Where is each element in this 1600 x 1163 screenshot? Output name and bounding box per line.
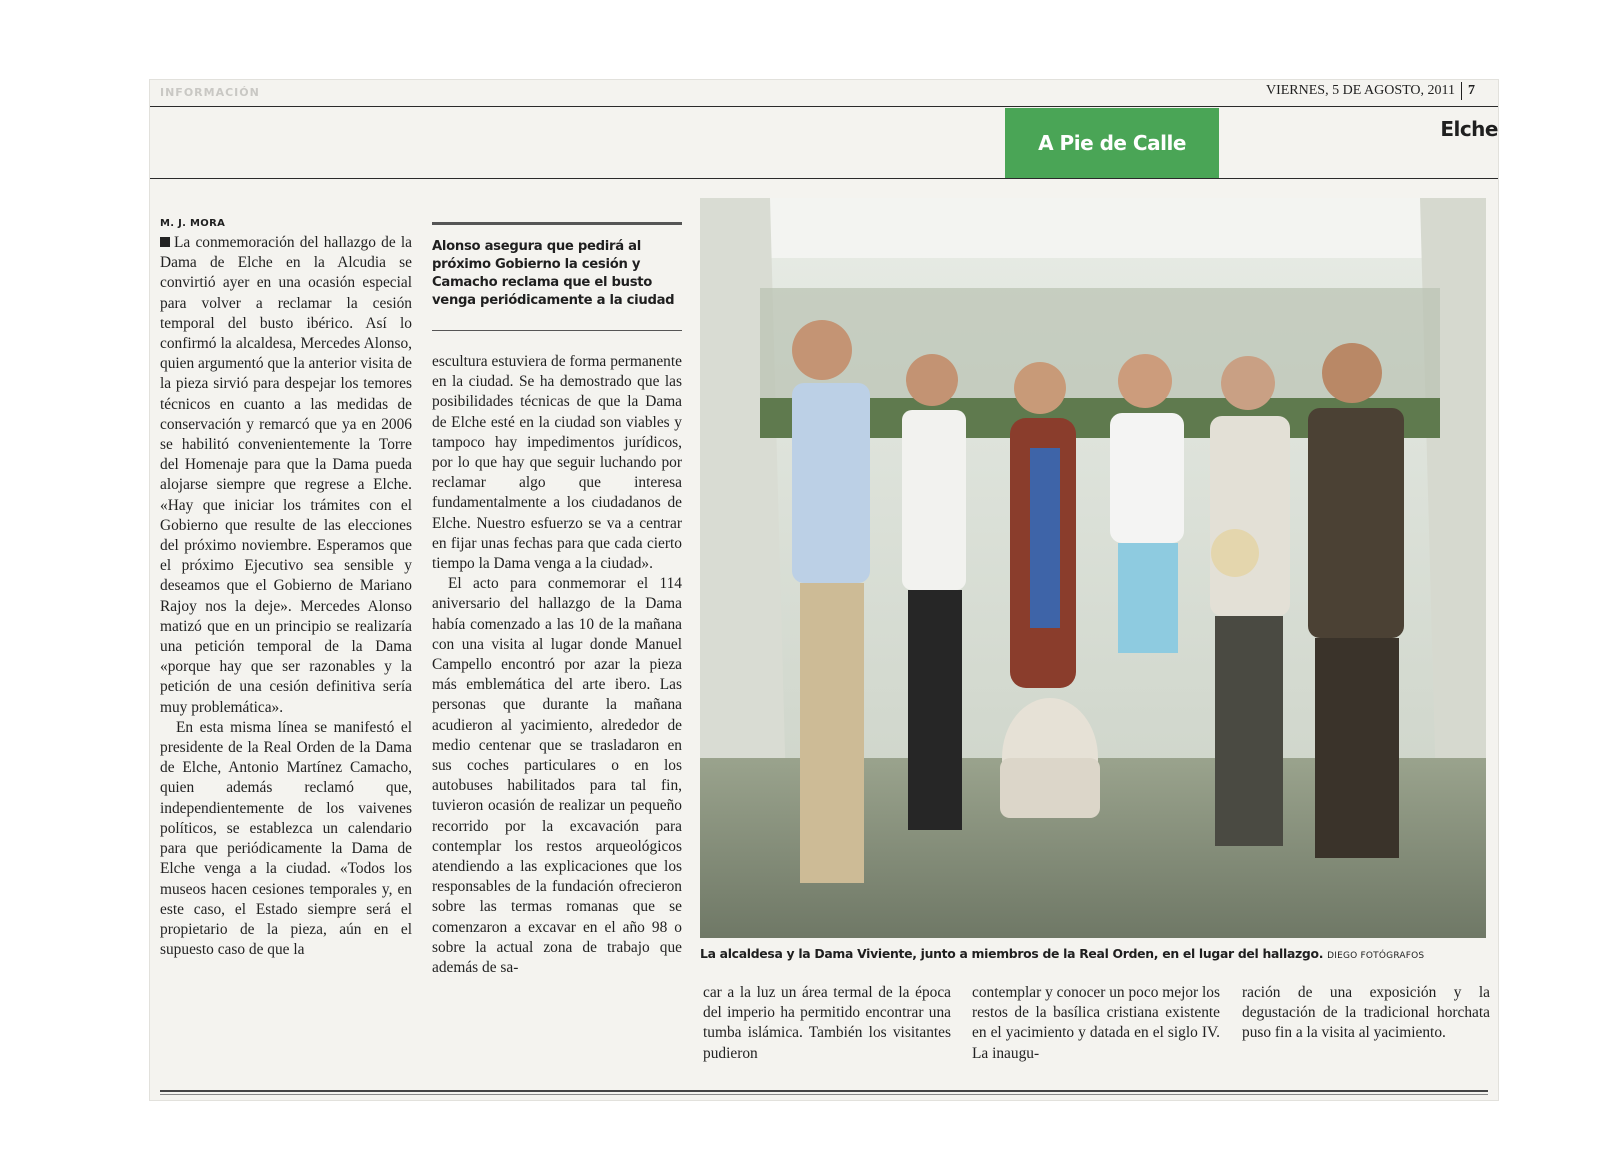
section-tag: A Pie de Calle — [1005, 108, 1219, 178]
article-column-2 — [432, 352, 682, 1062]
byline: M. J. MORA — [160, 218, 226, 229]
subhead-rule — [432, 222, 682, 225]
photo-illustration — [700, 198, 1486, 938]
lead-square-icon — [160, 237, 170, 247]
photo-caption — [700, 946, 1486, 961]
dateline — [1266, 82, 1475, 100]
bottom-rule — [160, 1090, 1488, 1092]
subhead-rule-bottom — [432, 330, 682, 331]
paragraph: En esta misma línea se manifestó el presidente de la Real Orden de la Dama de Elche, Antonio Martínez Camacho, quien además reclamó que, independientemente de los vaivenes políticos, se establezca un calendario para que periódicamente la Dama de Elche venga a la ciudad. «Todos los museos hacen cesiones temporales y, en este caso, el Estado siempre será el propietario de la pieza, aún en el supuesto caso de que la — [160, 718, 412, 959]
paragraph-text: La conmemoración del hallazgo de la Dama de Elche en la Alcudia se convirtió ayer en una ocasión especial para volver a reclamar la cesión temporal del busto ibérico. Así lo confirmó la alcaldesa, Mercedes Alonso, quien argumentó que la anterior visita de la pieza sirvió para despejar los temores técnicos en cuanto a las medidas de conservación y remarcó que ya en 2006 se habilitó convenientemente la Torre del Homenaje para que la Dama pueda alojarse siempre que regrese a Elche. «Hay que iniciar los trámites con el Gobierno que resulte de las elecciones del próximo noviembre. Esperamos que el próximo Ejecutivo sea sensible y deseamos que el Gobierno de Mariano Rajoy nos la deje». Mercedes Alonso matizó que en un principio se realizaría una petición temporal de la Dama «porque hay que ser razonables y la petición de una cesión definitiva sería muy problemática». — [160, 234, 412, 716]
article-column-5: ración de una exposición y la degustación de la tradicional horchata puso fin a la visita al yacimiento. — [1242, 984, 1490, 1042]
header-band — [150, 106, 1498, 179]
section-label: INFORMACIÓN — [160, 86, 260, 99]
date: VIERNES, 5 DE AGOSTO, 2011 — [1265, 83, 1455, 99]
date-separator — [1461, 82, 1462, 100]
article-column-4: contemplar y conocer un poco mejor los restos de la basílica cristiana existente en el yacimiento y datada en el siglo IV. La inaugu- — [972, 984, 1220, 1062]
page-number: 7 — [1468, 83, 1475, 99]
paragraph: El acto para conmemorar el 114 aniversario del hallazgo de la Dama había comenzado a las 10 de la mañana con una visita al lugar donde Manuel Campello encontró por azar la pieza más emblemática del arte ibero. Las personas que durante la mañana acudieron al yacimiento, alrededor de medio centenar que se trasladaron en sus coches particulares o en los autobuses habilitados para tal fin, tuvieron ocasión de realizar un pequeño recorrido por la excavación para contemplar los restos arqueológicos atendiendo a las explicaciones que los responsables de la fundación ofrecieron sobre las termas romanas que se comenzaron a excavar en el año 98 o sobre la actual zona de trabajo que además de sa- — [432, 575, 682, 977]
subhead: Alonso asegura que pedirá al próximo Gobierno la cesión y Camacho reclama que el busto venga periódicamente a la ciudad — [432, 239, 675, 308]
bottom-rule-thin — [160, 1094, 1488, 1095]
article-column-1 — [160, 233, 412, 1063]
news-photo — [700, 198, 1486, 938]
city-label: Elche — [1440, 117, 1498, 141]
caption-text: La alcaldesa y la Dama Viviente, junto a miembros de la Real Orden, en el lugar del hallazgo. — [700, 946, 1324, 961]
photo-credit: DIEGO FOTÓGRAFOS — [1327, 951, 1425, 961]
paragraph: escultura estuviera de forma permanente en la ciudad. Se ha demostrado que las posibilidades técnicas de que la Dama de Elche esté en la ciudad son viables y tampoco hay impedimentos jurídicos, por lo que hay que seguir luchando por reclamar algo que interesa fundamentalmente a los ciudadanos de Elche. Nuestro esfuerzo se va a centrar en fijar unas fechas para que cada cierto tiempo la Dama venga a la ciudad». — [432, 353, 682, 573]
article-column-3: car a la luz un área termal de la época del imperio ha permitido encontrar una tumba islámica. También los visitantes pudieron — [703, 984, 951, 1062]
paragraph — [160, 233, 412, 718]
